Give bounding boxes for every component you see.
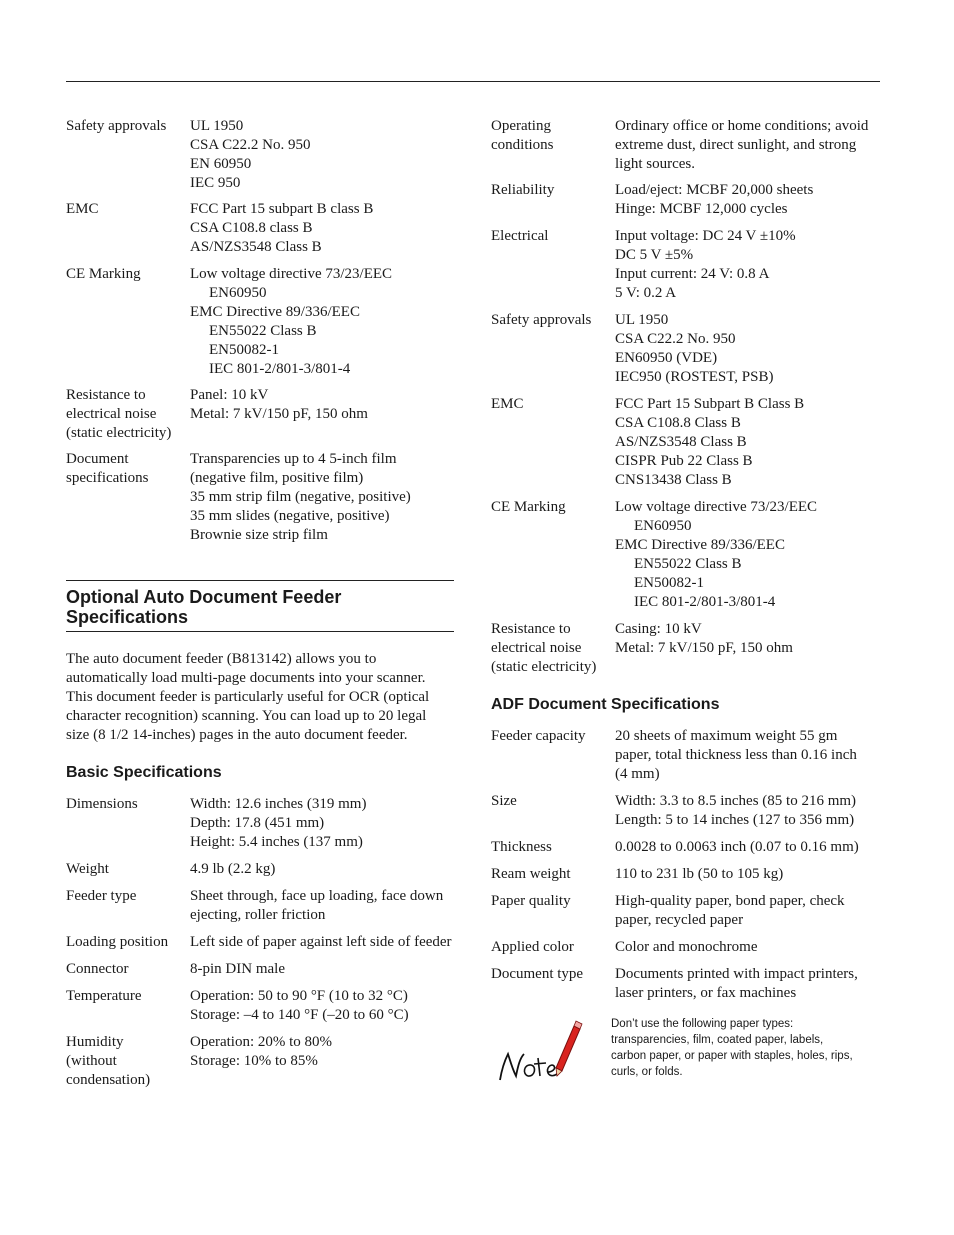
spec-label-line: Document [66, 451, 129, 467]
spec-value-line: Depth: 17.8 (451 mm) [190, 815, 325, 831]
spec-label [491, 727, 615, 784]
spec-label-line: CE Marking [491, 499, 566, 515]
spec-value [615, 892, 883, 930]
spec-label-line: Dimensions [66, 796, 138, 812]
spec-value [615, 727, 883, 784]
note-text [611, 1016, 886, 1080]
spec-value-line: Low voltage directive 73/23/EEC [615, 499, 818, 515]
spec-value [190, 795, 456, 852]
spec-label [491, 311, 615, 387]
spec-value-line: 35 mm strip film (negative, positive) [190, 489, 411, 505]
spec-value-line: EN50082-1 [209, 342, 279, 358]
spec-value-line: Left side of paper against left side of feeder [190, 934, 452, 950]
spec-row [491, 792, 883, 830]
spec-value [190, 933, 456, 952]
spec-row [66, 386, 456, 443]
spec-label [66, 887, 190, 925]
spec-value-line: UL 1950 [190, 118, 244, 134]
spec-row [491, 498, 883, 612]
spec-label-line: Temperature [66, 988, 142, 1004]
spec-row [491, 865, 883, 884]
spec-value-line: Storage: –4 to 140 °F (–20 to 60 °C) [190, 1007, 409, 1023]
spec-value-line: Low voltage directive 73/23/EEC [190, 266, 393, 282]
spec-value-line: IEC 950 [190, 175, 241, 191]
spec-label [491, 838, 615, 857]
spec-label-line: Electrical [491, 228, 549, 244]
spec-value [615, 117, 883, 174]
spec-value-line: High-quality paper, bond paper, check [615, 893, 845, 909]
spec-value [615, 938, 883, 957]
spec-label-line: Feeder capacity [491, 728, 586, 744]
spec-value-line: CSA C22.2 No. 950 [190, 137, 311, 153]
spec-value-line: Color and monochrome [615, 939, 758, 955]
spec-value-line: EN60950 [634, 518, 692, 534]
spec-value [190, 860, 456, 879]
spec-value [190, 117, 456, 193]
spec-value [615, 965, 883, 1003]
spec-label-line: Reliability [491, 182, 555, 198]
spec-value-line: Hinge: MCBF 12,000 cycles [615, 201, 788, 217]
spec-label-line: electrical noise [491, 640, 582, 656]
spec-value-line: Metal: 7 kV/150 pF, 150 ohm [190, 406, 368, 422]
spec-value-line: Operation: 20% to 80% [190, 1034, 333, 1050]
spec-value [190, 386, 456, 443]
spec-row [491, 965, 883, 1003]
spec-row [66, 933, 456, 952]
note-line: transparencies, film, coated paper, labels, [611, 1034, 824, 1046]
left-spec-table [66, 117, 456, 545]
spec-value [190, 450, 456, 545]
spec-row [491, 395, 883, 490]
spec-label [66, 795, 190, 852]
spec-label-line: electrical noise [66, 406, 157, 422]
spec-value-line: (negative film, positive film) [190, 470, 364, 486]
spec-label [491, 865, 615, 884]
basic-spec-table [66, 795, 456, 1090]
spec-row [66, 887, 456, 925]
intro-line: The auto document feeder (B813142) allows you to [66, 651, 377, 667]
spec-label [66, 1033, 190, 1090]
spec-value-line: FCC Part 15 subpart B class B [190, 201, 374, 217]
spec-label [66, 200, 190, 257]
spec-value [190, 987, 456, 1025]
spec-value-line: paper, recycled paper [615, 912, 744, 928]
intro-line: This document feeder is particularly useful for OCR (optical [66, 689, 430, 705]
spec-label-line: Safety approvals [491, 312, 592, 328]
spec-label [66, 265, 190, 379]
spec-row [491, 938, 883, 957]
spec-value-line: ejecting, roller friction [190, 907, 326, 923]
spec-label [66, 450, 190, 545]
spec-value-line: 4.9 lb (2.2 kg) [190, 861, 276, 877]
adf-specifications-heading: ADF Document Specifications [491, 696, 720, 713]
spec-value-line: Storage: 10% to 85% [190, 1053, 318, 1069]
spec-value-line: Panel: 10 kV [190, 387, 269, 403]
spec-label [66, 860, 190, 879]
spec-label [491, 117, 615, 174]
spec-value-line: laser printers, or fax machines [615, 985, 797, 1001]
spec-row [66, 200, 456, 257]
spec-value-line: Metal: 7 kV/150 pF, 150 ohm [615, 640, 793, 656]
spec-label [491, 938, 615, 957]
spec-value-line: Ordinary office or home conditions; avoid [615, 118, 869, 134]
spec-row [491, 311, 883, 387]
intro-line: automatically load multi-page documents into your scanner. [66, 670, 426, 686]
spec-value-line: Transparencies up to 4 5-inch film [190, 451, 397, 467]
spec-label-line: Ream weight [491, 866, 571, 882]
spec-row [66, 987, 456, 1025]
spec-value [190, 265, 456, 379]
spec-value [615, 227, 883, 303]
spec-label-line: EMC [491, 396, 524, 412]
spec-row [491, 181, 883, 219]
spec-value [615, 498, 883, 612]
spec-row [66, 117, 456, 193]
spec-label [491, 181, 615, 219]
spec-value-line: 35 mm slides (negative, positive) [190, 508, 390, 524]
spec-value-line: Length: 5 to 14 inches (127 to 356 mm) [615, 812, 855, 828]
spec-value-line: Brownie size strip film [190, 527, 328, 543]
spec-row [491, 227, 883, 303]
spec-value-line: EN55022 Class B [634, 556, 742, 572]
adf-spec-table [491, 727, 883, 1003]
intro-line: character recognition) scanning. You can load up to 20 legal [66, 708, 427, 724]
spec-value-line: AS/NZS3548 Class B [615, 434, 747, 450]
basic-specifications-heading: Basic Specifications [66, 764, 222, 781]
spec-label-line: (without [66, 1053, 117, 1069]
spec-value-line: EN 60950 [190, 156, 252, 172]
spec-label-line: Thickness [491, 839, 552, 855]
spec-label [491, 227, 615, 303]
spec-label-line: Operating [491, 118, 551, 134]
spec-value [615, 865, 883, 884]
spec-value-line: Input voltage: DC 24 V ±10% [615, 228, 796, 244]
spec-label [491, 792, 615, 830]
spec-value-line: extreme dust, direct sunlight, and strong [615, 137, 857, 153]
spec-value [615, 395, 883, 490]
spec-label-line: Humidity [66, 1034, 124, 1050]
spec-value-line: Sheet through, face up loading, face down [190, 888, 444, 904]
spec-label-line: Paper quality [491, 893, 571, 909]
section-title: Optional Auto Document Feeder Specifications [66, 587, 342, 627]
spec-value-line: 20 sheets of maximum weight 55 gm [615, 728, 838, 744]
note-line: Don’t use the following paper types: [611, 1018, 794, 1030]
spec-label-line: Resistance to [491, 621, 571, 637]
spec-label-line: Safety approvals [66, 118, 167, 134]
section-heading-block [66, 580, 454, 632]
spec-label [66, 117, 190, 193]
spec-label [66, 386, 190, 443]
spec-value-line: Load/eject: MCBF 20,000 sheets [615, 182, 814, 198]
spec-value [190, 200, 456, 257]
spec-row [491, 727, 883, 784]
spec-label-line: Applied color [491, 939, 574, 955]
spec-label [491, 395, 615, 490]
spec-value-line: CSA C108.8 Class B [615, 415, 741, 431]
spec-value-line: DC 5 V ±5% [615, 247, 694, 263]
spec-value-line: FCC Part 15 Subpart B Class B [615, 396, 805, 412]
spec-value-line: UL 1950 [615, 312, 669, 328]
spec-value [190, 960, 456, 979]
spec-row [66, 1033, 456, 1090]
spec-value-line: CSA C108.8 class B [190, 220, 313, 236]
intro-paragraph [66, 650, 454, 745]
note-line: carbon paper, or paper with staples, holes, rips, [611, 1050, 853, 1062]
spec-value-line: CISPR Pub 22 Class B [615, 453, 753, 469]
spec-label-line: Loading position [66, 934, 169, 950]
spec-value-line: EN50082-1 [634, 575, 704, 591]
spec-label-line: condensation) [66, 1072, 151, 1088]
spec-value [615, 792, 883, 830]
spec-label-line: conditions [491, 137, 554, 153]
spec-label-line: Feeder type [66, 888, 137, 904]
spec-label-line: (static electricity) [66, 425, 172, 441]
spec-value-line: Documents printed with impact printers, [615, 966, 858, 982]
spec-value-line: 5 V: 0.2 A [615, 285, 677, 301]
spec-value-line: CNS13438 Class B [615, 472, 732, 488]
spec-value-line: IEC950 (ROSTEST, PSB) [615, 369, 774, 385]
right-spec-table [491, 117, 883, 677]
spec-row [66, 795, 456, 852]
spec-value-line: Operation: 50 to 90 °F (10 to 32 °C) [190, 988, 408, 1004]
spec-label-line: Document type [491, 966, 584, 982]
spec-value-line: CSA C22.2 No. 950 [615, 331, 736, 347]
spec-value-line: IEC 801-2/801-3/801-4 [634, 594, 776, 610]
spec-label [491, 965, 615, 1003]
note-line: curls, or folds. [611, 1066, 683, 1078]
spec-label [66, 987, 190, 1025]
spec-label [491, 892, 615, 930]
spec-label [66, 960, 190, 979]
spec-value-line: Height: 5.4 inches (137 mm) [190, 834, 363, 850]
spec-value-line: Input current: 24 V: 0.8 A [615, 266, 770, 282]
header-rule [66, 81, 880, 82]
spec-value-line: paper, total thickness less than 0.16 inch [615, 747, 857, 763]
spec-value-line: Width: 12.6 inches (319 mm) [190, 796, 367, 812]
spec-value [615, 181, 883, 219]
spec-value-line: IEC 801-2/801-3/801-4 [209, 361, 351, 377]
spec-label-line: Size [491, 793, 517, 809]
spec-value [190, 1033, 456, 1090]
spec-value-line: EN55022 Class B [209, 323, 317, 339]
spec-row [66, 450, 456, 545]
spec-value [615, 838, 883, 857]
spec-row [491, 117, 883, 174]
spec-label-line: CE Marking [66, 266, 141, 282]
spec-value-line: EMC Directive 89/336/EEC [615, 537, 785, 553]
spec-row [66, 265, 456, 379]
spec-label [66, 933, 190, 952]
spec-value-line: Width: 3.3 to 8.5 inches (85 to 216 mm) [615, 793, 857, 809]
spec-label-line: (static electricity) [491, 659, 597, 675]
spec-row [491, 620, 883, 677]
spec-value-line: 0.0028 to 0.0063 inch (0.07 to 0.16 mm) [615, 839, 859, 855]
spec-value-line: EN60950 [209, 285, 267, 301]
spec-row [66, 960, 456, 979]
spec-label-line: EMC [66, 201, 99, 217]
spec-row [491, 838, 883, 857]
intro-line: size (8 1/2 14-inches) pages in the auto document feeder. [66, 727, 408, 743]
spec-value-line: (4 mm) [615, 766, 660, 782]
spec-label [491, 498, 615, 612]
spec-row [491, 892, 883, 930]
spec-value-line: EMC Directive 89/336/EEC [190, 304, 360, 320]
spec-value-line: EN60950 (VDE) [615, 350, 718, 366]
spec-value-line: 8-pin DIN male [190, 961, 285, 977]
spec-label-line: Connector [66, 961, 129, 977]
spec-label-line: Weight [66, 861, 109, 877]
spec-label-line: specifications [66, 470, 149, 486]
spec-value-line: light sources. [615, 156, 695, 172]
note-pencil-icon [494, 1018, 584, 1088]
spec-label-line: Resistance to [66, 387, 146, 403]
spec-value [615, 311, 883, 387]
spec-value [190, 887, 456, 925]
spec-value-line: Casing: 10 kV [615, 621, 702, 637]
spec-value [615, 620, 883, 677]
spec-row [66, 860, 456, 879]
spec-value-line: AS/NZS3548 Class B [190, 239, 322, 255]
spec-value-line: 110 to 231 lb (50 to 105 kg) [615, 866, 784, 882]
spec-label [491, 620, 615, 677]
